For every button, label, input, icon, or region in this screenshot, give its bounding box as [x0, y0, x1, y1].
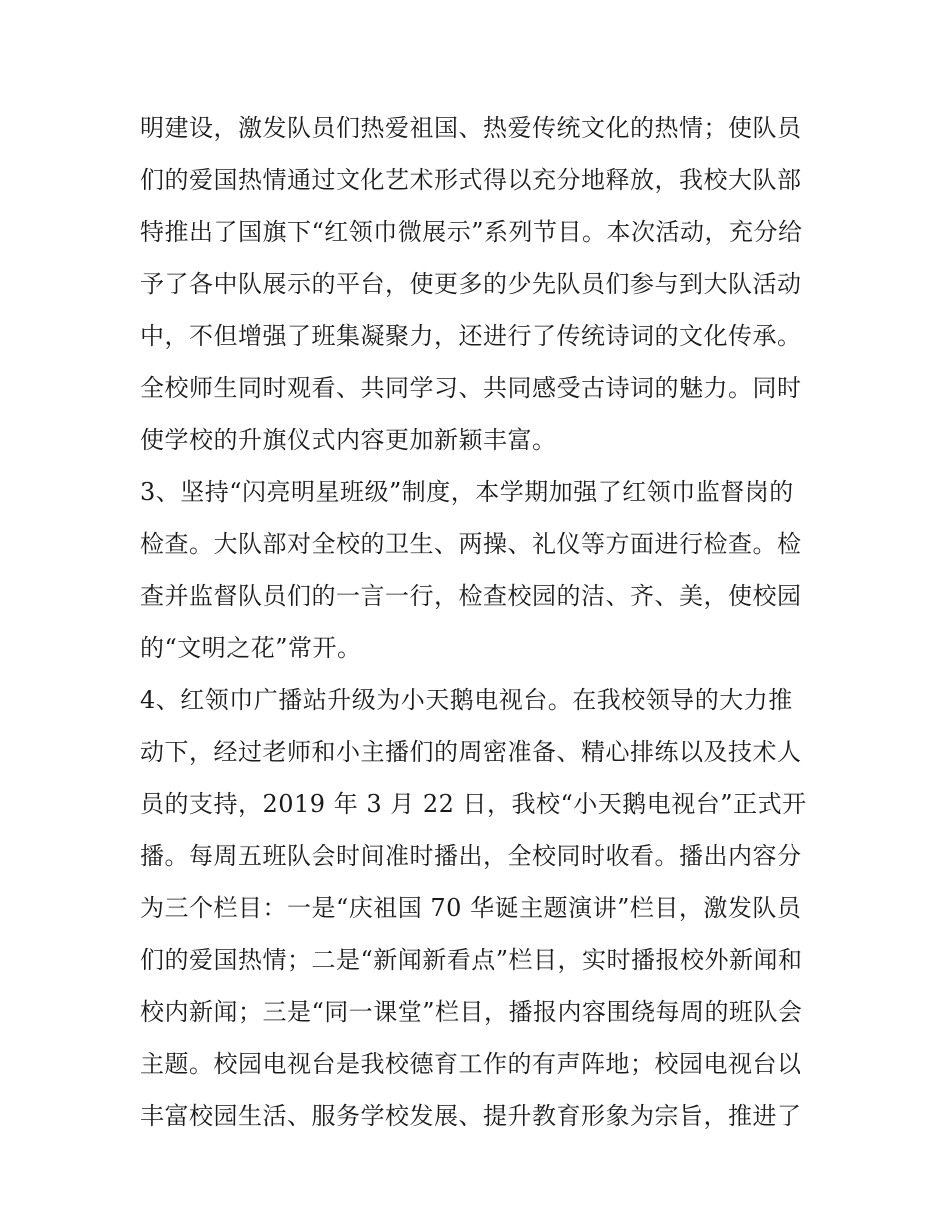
text-line: 明建设，激发队员们热爱祖国、热爱传统文化的热情；使队员: [140, 114, 802, 142]
text-line: 检查。大队部对全校的卫生、两操、礼仪等方面进行检查。检: [140, 530, 802, 558]
text-line: 丰富校园生活、服务学校发展、提升教育形象为宗旨，推进了: [140, 1102, 802, 1130]
text-line: 查并监督队员们的一言一行，检查校园的洁、齐、美，使校园: [140, 582, 802, 610]
text-line: 员的支持，2019 年 3 月 22 日，我校“小天鹅电视台”正式开: [140, 790, 807, 818]
text-line: 们的爱国热情；二是“新闻新看点”栏目，实时播报校外新闻和: [140, 946, 803, 974]
text-line: 为三个栏目：一是“庆祖国 70 华诞主题演讲”栏目，激发队员: [140, 894, 802, 922]
text-line: 的“文明之花”常开。: [140, 634, 362, 662]
text-line: 特推出了国旗下“红领巾微展示”系列节目。本次活动，充分给: [140, 218, 803, 246]
text-line: 使学校的升旗仪式内容更加新颖丰富。: [140, 426, 557, 454]
text-line: 们的爱国热情通过文化艺术形式得以充分地释放，我校大队部: [140, 166, 802, 194]
text-line: 予了各中队展示的平台，使更多的少先队员们参与到大队活动: [140, 270, 802, 298]
text-line: 3、坚持“闪亮明星班级”制度，本学期加强了红领巾监督岗的: [140, 478, 794, 506]
text-line: 动下，经过老师和小主播们的周密准备、精心排练以及技术人: [140, 738, 802, 766]
text-line: 播。每周五班队会时间准时播出，全校同时收看。播出内容分: [140, 842, 802, 870]
text-line: 主题。校园电视台是我校德育工作的有声阵地；校园电视台以: [140, 1050, 802, 1078]
text-line: 中，不但增强了班集凝聚力，还进行了传统诗词的文化传承。: [140, 322, 802, 350]
text-line: 校内新闻；三是“同一课堂”栏目，播报内容围绕每周的班队会: [140, 998, 803, 1026]
text-line: 全校师生同时观看、共同学习、共同感受古诗词的魅力。同时: [140, 374, 802, 402]
text-line: 4、红领巾广播站升级为小天鹅电视台。在我校领导的大力推: [140, 686, 793, 714]
